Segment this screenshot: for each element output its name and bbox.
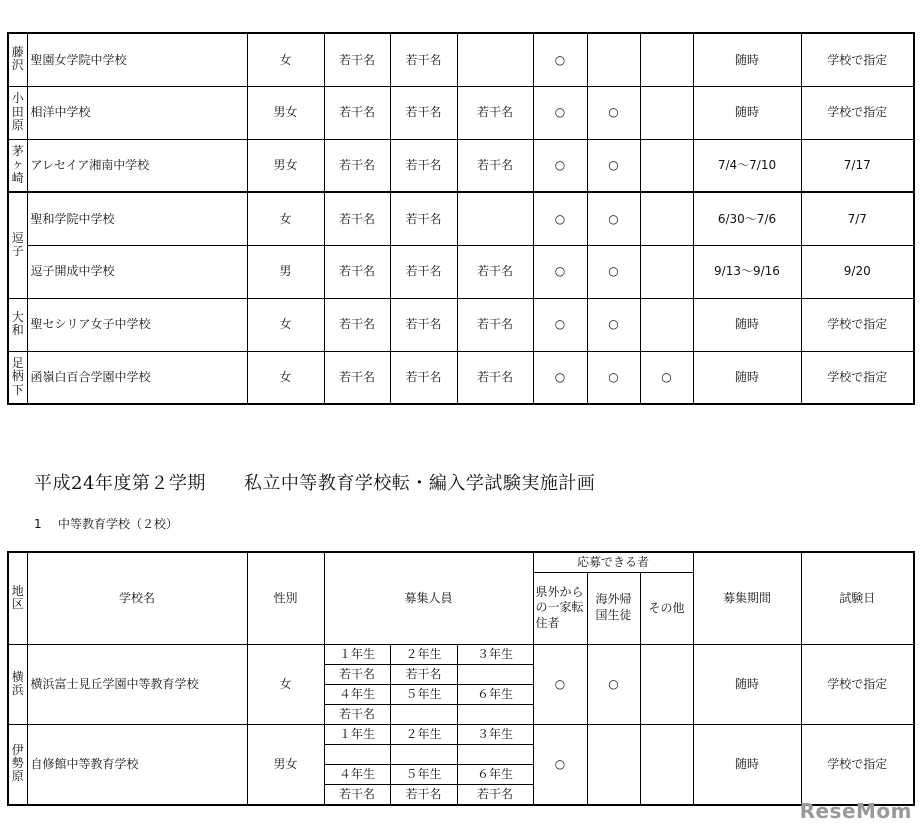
eligible-cell <box>640 139 693 192</box>
eligible-cell <box>587 33 640 86</box>
header-row <box>8 552 914 572</box>
gender-cell: 女 <box>247 644 324 724</box>
table-row <box>8 139 914 192</box>
period-cell: 随時 <box>693 33 801 86</box>
table-row <box>8 33 914 86</box>
recruit-cell: 若干名 <box>324 33 390 86</box>
header-exam: 試験日 <box>801 552 914 644</box>
gender-cell: 女 <box>247 33 324 86</box>
grade-cell: ６年生 <box>457 764 533 784</box>
eligible-cell: ○ <box>587 86 640 139</box>
period-cell: 9/13～9/16 <box>693 245 801 298</box>
eligible-cell: ○ <box>533 192 587 245</box>
gender-cell: 女 <box>247 351 324 404</box>
exam-cell: 7/7 <box>801 192 914 245</box>
recruit-cell: 若干名 <box>457 139 533 192</box>
eligible-cell: ○ <box>533 245 587 298</box>
school-name: 横浜富士見丘学園中等教育学校 <box>27 644 247 724</box>
recruit-cell: 若干名 <box>324 192 390 245</box>
table-row <box>8 298 914 351</box>
gender-cell: 男 <box>247 245 324 298</box>
grade-cell: ５年生 <box>390 764 457 784</box>
eligible-cell: ○ <box>587 139 640 192</box>
quota-cell <box>390 704 457 724</box>
region-cell: 小田原 <box>8 86 27 139</box>
section-subtitle <box>34 515 178 532</box>
exam-cell: 9/20 <box>801 245 914 298</box>
exam-cell: 学校で指定 <box>801 298 914 351</box>
period-cell: 随時 <box>693 298 801 351</box>
grade-cell: ５年生 <box>390 684 457 704</box>
eligible-cell <box>640 33 693 86</box>
exam-cell: 学校で指定 <box>801 351 914 404</box>
quota-cell <box>457 704 533 724</box>
header-eligible: 応募できる者 <box>533 552 693 572</box>
eligible-cell <box>640 644 693 724</box>
school-name: 聖和学院中学校 <box>27 192 247 245</box>
eligible-cell: ○ <box>587 192 640 245</box>
recruit-cell: 若干名 <box>390 192 457 245</box>
recruit-cell: 若干名 <box>457 351 533 404</box>
header-name: 学校名 <box>27 552 247 644</box>
recruit-cell: 若干名 <box>457 298 533 351</box>
gender-cell: 女 <box>247 298 324 351</box>
school-table-1 <box>7 32 915 405</box>
header-gender: 性別 <box>247 552 324 644</box>
eligible-cell: ○ <box>533 298 587 351</box>
gender-cell: 女 <box>247 192 324 245</box>
recruit-cell <box>457 192 533 245</box>
eligible-cell: ○ <box>587 644 640 724</box>
region-cell: 茅ヶ崎 <box>8 139 27 192</box>
region-cell: 大和 <box>8 298 27 351</box>
school-table-2 <box>7 551 915 806</box>
eligible-cell: ○ <box>533 86 587 139</box>
eligible-cell: ○ <box>587 351 640 404</box>
exam-cell: 学校で指定 <box>801 644 914 724</box>
eligible-cell <box>640 298 693 351</box>
header-region: 地区 <box>8 552 27 644</box>
region-cell: 逗子 <box>8 192 27 298</box>
grade-cell: ３年生 <box>457 724 533 744</box>
quota-cell: 若干名 <box>390 784 457 805</box>
period-cell: 随時 <box>693 724 801 805</box>
grade-cell: ４年生 <box>324 764 390 784</box>
eligible-cell <box>587 724 640 805</box>
quota-cell <box>457 744 533 764</box>
school-name: 逗子開成中学校 <box>27 245 247 298</box>
quota-cell <box>457 664 533 684</box>
section-label: 中等教育学校（２校） <box>58 517 179 531</box>
header-elig-other: その他 <box>640 572 693 644</box>
period-cell: 随時 <box>693 351 801 404</box>
eligible-cell <box>640 245 693 298</box>
exam-cell: 学校で指定 <box>801 86 914 139</box>
recruit-cell <box>457 33 533 86</box>
table-row <box>8 86 914 139</box>
school-name: 相洋中学校 <box>27 86 247 139</box>
grade-cell: ３年生 <box>457 644 533 664</box>
eligible-cell <box>640 86 693 139</box>
recruit-cell: 若干名 <box>390 351 457 404</box>
recruit-cell: 若干名 <box>390 86 457 139</box>
table-row <box>8 351 914 404</box>
header-elig-out-of-prefecture: 県外からの一家転住者 <box>533 572 587 644</box>
quota-cell <box>324 744 390 764</box>
table-row <box>8 644 914 664</box>
school-name: アレセイア湘南中学校 <box>27 139 247 192</box>
exam-cell: 学校で指定 <box>801 33 914 86</box>
table-row <box>8 724 914 744</box>
eligible-cell <box>640 724 693 805</box>
title-main: 私立中等教育学校転・編入学試験実施計画 <box>243 473 596 494</box>
eligible-cell: ○ <box>533 33 587 86</box>
quota-cell: 若干名 <box>390 664 457 684</box>
gender-cell: 男女 <box>247 86 324 139</box>
eligible-cell: ○ <box>640 351 693 404</box>
eligible-cell: ○ <box>533 644 587 724</box>
eligible-cell: ○ <box>587 298 640 351</box>
quota-cell: 若干名 <box>324 784 390 805</box>
recruit-cell: 若干名 <box>324 298 390 351</box>
header-period: 募集期間 <box>693 552 801 644</box>
grade-cell: ２年生 <box>390 644 457 664</box>
page-title <box>34 469 595 495</box>
recruit-cell: 若干名 <box>324 139 390 192</box>
recruit-cell: 若干名 <box>324 86 390 139</box>
gender-cell: 男女 <box>247 724 324 805</box>
grade-cell: ６年生 <box>457 684 533 704</box>
section-number: 1 <box>34 517 42 531</box>
recruit-cell: 若干名 <box>390 139 457 192</box>
eligible-cell <box>640 192 693 245</box>
school-name: 聖セシリア女子中学校 <box>27 298 247 351</box>
quota-cell <box>390 744 457 764</box>
region-cell: 伊勢原 <box>8 724 27 805</box>
resemom-logo: ReseMom <box>799 799 912 823</box>
eligible-cell: ○ <box>587 245 640 298</box>
region-cell: 横浜 <box>8 644 27 724</box>
recruit-cell: 若干名 <box>390 33 457 86</box>
quota-cell: 若干名 <box>324 664 390 684</box>
period-cell: 6/30～7/6 <box>693 192 801 245</box>
period-cell: 随時 <box>693 644 801 724</box>
school-name: 聖園女学院中学校 <box>27 33 247 86</box>
header-recruit: 募集人員 <box>324 552 533 644</box>
grade-cell: ２年生 <box>390 724 457 744</box>
recruit-cell: 若干名 <box>324 351 390 404</box>
exam-cell: 学校で指定 <box>801 724 914 805</box>
recruit-cell: 若干名 <box>390 245 457 298</box>
school-name: 自修館中等教育学校 <box>27 724 247 805</box>
eligible-cell: ○ <box>533 351 587 404</box>
recruit-cell: 若干名 <box>390 298 457 351</box>
gender-cell: 男女 <box>247 139 324 192</box>
period-cell: 7/4～7/10 <box>693 139 801 192</box>
quota-cell: 若干名 <box>457 784 533 805</box>
school-name: 函嶺白百合学園中学校 <box>27 351 247 404</box>
table-row <box>8 245 914 298</box>
header-elig-returnee: 海外帰国生徒 <box>587 572 640 644</box>
grade-cell: １年生 <box>324 644 390 664</box>
recruit-cell: 若干名 <box>457 86 533 139</box>
region-cell: 足柄下 <box>8 351 27 404</box>
title-term: 平成24年度第２学期 <box>34 473 206 494</box>
grade-cell: １年生 <box>324 724 390 744</box>
period-cell: 随時 <box>693 86 801 139</box>
quota-cell: 若干名 <box>324 704 390 724</box>
grade-cell: ４年生 <box>324 684 390 704</box>
table-row <box>8 192 914 245</box>
region-cell: 藤沢 <box>8 33 27 86</box>
eligible-cell: ○ <box>533 724 587 805</box>
exam-cell: 7/17 <box>801 139 914 192</box>
recruit-cell: 若干名 <box>324 245 390 298</box>
eligible-cell: ○ <box>533 139 587 192</box>
recruit-cell: 若干名 <box>457 245 533 298</box>
